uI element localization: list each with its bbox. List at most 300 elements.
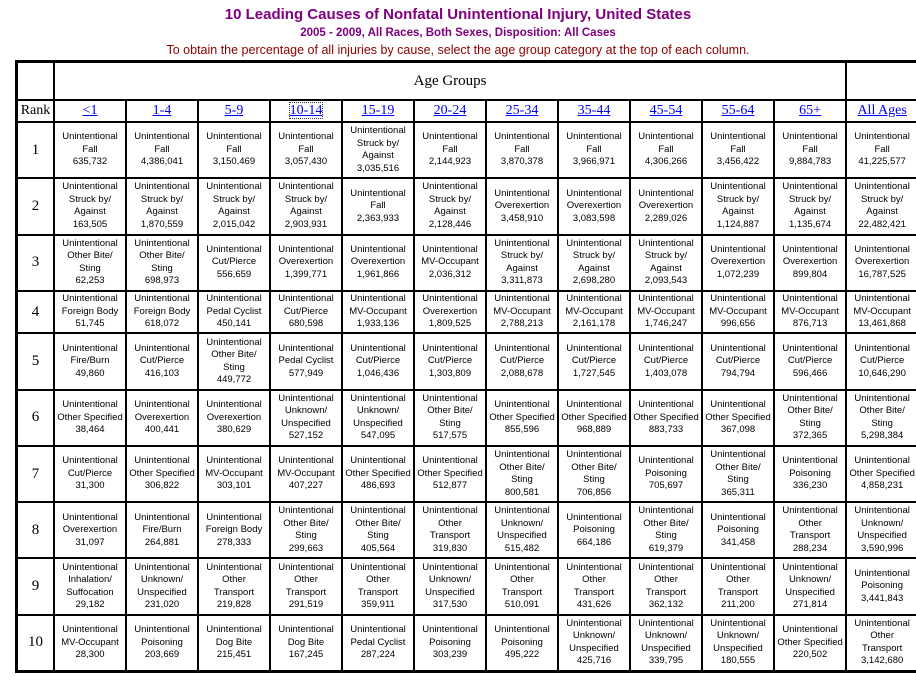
injury-count: 1,933,136 — [356, 318, 400, 330]
injury-count: 510,091 — [504, 599, 540, 611]
injury-count: 400,441 — [144, 424, 180, 436]
table-cell — [126, 291, 198, 334]
cause-label: Unintentional — [638, 617, 694, 629]
cause-label: Unintentional — [278, 243, 334, 255]
table-cell — [702, 615, 774, 671]
table-cell — [774, 446, 846, 502]
table-cell — [630, 446, 702, 502]
table-cell — [558, 333, 630, 389]
table-cell — [54, 235, 126, 291]
table-cell — [342, 446, 414, 502]
age-group-link[interactable]: 5-9 — [224, 103, 244, 118]
table-cell — [774, 291, 846, 334]
age-column-header — [414, 100, 486, 122]
injury-count: 3,142,680 — [861, 655, 904, 667]
table-cell — [270, 615, 342, 671]
cause-label: Overexertion — [854, 256, 910, 268]
rank-cell: 10 — [17, 615, 54, 671]
cause-label: Unintentional — [710, 399, 766, 411]
cause-label: Unintentional — [782, 624, 838, 636]
injury-count: 619,379 — [648, 542, 684, 554]
cause-label: Other Specified — [849, 467, 915, 479]
injury-count: 405,564 — [360, 542, 396, 554]
table-cell — [270, 178, 342, 234]
cause-label: Fall — [874, 143, 890, 155]
table-cell — [270, 122, 342, 178]
injury-count: 336,230 — [792, 480, 828, 492]
table-cell — [342, 615, 414, 671]
cause-label: Fall — [226, 143, 242, 155]
cause-label: Unintentional — [638, 342, 694, 354]
cause-label: Unintentional — [638, 187, 694, 199]
injury-count: 317,530 — [432, 599, 468, 611]
injury-count: 4,386,041 — [140, 156, 184, 168]
table-cell — [702, 235, 774, 291]
table-cell — [846, 291, 916, 334]
injury-count: 1,303,809 — [428, 367, 472, 379]
cause-label: Poisoning — [645, 467, 687, 479]
cause-label: Other Bite/ — [643, 517, 689, 529]
cause-label: Sting — [511, 474, 533, 486]
cause-label: MV-Occupant — [493, 305, 551, 317]
table-row — [17, 333, 916, 389]
injury-count: 16,787,525 — [858, 268, 906, 280]
age-group-link[interactable]: 35-44 — [577, 103, 611, 118]
table-cell — [414, 446, 486, 502]
injury-count: 1,809,525 — [428, 318, 472, 330]
injury-count: 3,590,996 — [861, 542, 904, 554]
injury-count: 876,713 — [792, 318, 828, 330]
injury-count: 303,239 — [432, 649, 468, 661]
table-cell — [630, 390, 702, 446]
table-cell — [846, 502, 916, 558]
table-body — [17, 122, 916, 671]
table-cell — [702, 333, 774, 389]
table-cell — [846, 122, 916, 178]
age-group-link[interactable]: 65+ — [799, 103, 822, 118]
cause-label: Against — [722, 206, 754, 218]
table-cell — [702, 390, 774, 446]
table-cell — [198, 615, 270, 671]
cause-label: Transport — [573, 586, 615, 598]
injury-count: 163,505 — [72, 218, 108, 230]
cause-label: Other — [222, 574, 246, 586]
cause-label: Unintentional — [566, 187, 622, 199]
table-cell — [702, 291, 774, 334]
table-cell — [270, 333, 342, 389]
table-cell — [54, 178, 126, 234]
table-cell — [486, 235, 558, 291]
cause-label: Unknown/ — [644, 630, 688, 642]
injury-count: 2,093,543 — [644, 275, 688, 287]
table-cell — [486, 333, 558, 389]
cause-label: Fall — [658, 143, 674, 155]
cause-label: Unintentional — [350, 293, 406, 305]
table-cell — [846, 178, 916, 234]
cause-label: Against — [218, 206, 250, 218]
cause-label: Unintentional — [422, 131, 478, 143]
table-cell — [846, 558, 916, 614]
cause-label: MV-Occupant — [781, 305, 839, 317]
cause-label: Poisoning — [717, 524, 759, 536]
cause-label: Against — [74, 206, 106, 218]
rank-cell: 9 — [17, 558, 54, 614]
table-cell — [414, 291, 486, 334]
injury-count: 29,182 — [75, 599, 105, 611]
rank-cell: 8 — [17, 502, 54, 558]
cause-label: Other Specified — [633, 411, 699, 423]
injury-count: 3,311,873 — [501, 275, 543, 287]
age-group-link[interactable]: 1-4 — [152, 103, 172, 118]
injury-count: 527,152 — [288, 430, 324, 442]
age-column-header — [342, 100, 414, 122]
cause-label: Unintentional — [854, 505, 910, 517]
table-row — [17, 122, 916, 178]
cause-label: Struck by/ — [428, 193, 472, 205]
cause-label: Unintentional — [566, 293, 622, 305]
injury-count: 291,519 — [288, 599, 324, 611]
table-cell — [558, 558, 630, 614]
table-cell — [54, 291, 126, 334]
injury-count: 635,732 — [72, 156, 108, 168]
cause-label: Other — [366, 574, 390, 586]
cause-label: Other — [294, 574, 318, 586]
table-cell — [558, 178, 630, 234]
cause-label: Unintentional — [782, 181, 838, 193]
injury-count: 450,141 — [216, 318, 252, 330]
corner-cell — [17, 62, 54, 100]
cause-label: Cut/Pierce — [643, 355, 689, 367]
injury-count: 3,458,910 — [500, 212, 544, 224]
table-cell — [630, 291, 702, 334]
cause-label: Unintentional — [206, 243, 262, 255]
cause-label: Unintentional — [206, 399, 262, 411]
cause-label: Unspecified — [641, 642, 691, 654]
injury-count: 38,464 — [75, 424, 105, 436]
injury-count: 1,135,674 — [788, 218, 832, 230]
cause-label: Unknown/ — [284, 405, 328, 417]
cause-label: Cut/Pierce — [859, 355, 905, 367]
rank-cell: 7 — [17, 446, 54, 502]
injury-count: 2,788,213 — [500, 318, 544, 330]
table-cell — [630, 615, 702, 671]
cause-label: MV-Occupant — [349, 305, 407, 317]
table-cell — [126, 178, 198, 234]
injury-count: 62,253 — [75, 275, 105, 287]
table-row — [17, 178, 916, 234]
cause-label: Unintentional — [494, 399, 550, 411]
cause-label: Unintentional — [350, 243, 406, 255]
cause-label: Other Specified — [129, 467, 195, 479]
cause-label: Overexertion — [278, 256, 334, 268]
cause-label: Unspecified — [569, 642, 619, 654]
rank-header: Rank — [17, 100, 54, 122]
cause-label: Unintentional — [710, 342, 766, 354]
table-cell — [630, 558, 702, 614]
cause-label: Unintentional — [206, 624, 262, 636]
cause-label: Unknown/ — [861, 517, 904, 529]
cause-label: Unintentional — [278, 181, 334, 193]
cause-label: Unintentional — [566, 237, 622, 249]
table-cell — [774, 333, 846, 389]
table-cell — [486, 122, 558, 178]
cause-label: Unintentional — [134, 624, 190, 636]
table-cell — [198, 558, 270, 614]
cause-label: Sting — [583, 474, 605, 486]
cause-label: Overexertion — [134, 411, 190, 423]
table-cell — [774, 615, 846, 671]
table-cell — [198, 235, 270, 291]
injury-count: 515,482 — [504, 542, 540, 554]
injury-count: 618,072 — [144, 318, 180, 330]
table-cell — [486, 502, 558, 558]
cause-label: Unintentional — [710, 181, 766, 193]
injury-count: 28,300 — [75, 649, 105, 661]
rank-cell: 3 — [17, 235, 54, 291]
table-cell — [558, 291, 630, 334]
cause-label: Unintentional — [278, 293, 334, 305]
cause-label: Pedal Cyclist — [206, 305, 262, 317]
table-cell — [414, 235, 486, 291]
cause-label: Unintentional — [854, 567, 910, 579]
age-group-link[interactable]: 10-14 — [289, 103, 323, 118]
injury-count: 425,716 — [576, 655, 612, 667]
injury-count: 167,245 — [288, 649, 324, 661]
table-cell — [270, 390, 342, 446]
cause-label: Unintentional — [62, 181, 118, 193]
cause-label: Struck by/ — [356, 137, 400, 149]
rank-cell: 2 — [17, 178, 54, 234]
corner-cell-right — [846, 62, 916, 100]
cause-label: Unintentional — [134, 399, 190, 411]
cause-label: Unspecified — [353, 417, 403, 429]
table-cell — [126, 122, 198, 178]
cause-label: Fall — [82, 143, 98, 155]
cause-label: Fall — [370, 200, 386, 212]
age-column-header — [126, 100, 198, 122]
age-group-link[interactable]: 45-54 — [649, 103, 683, 118]
table-cell — [558, 122, 630, 178]
cause-label: Unintentional — [422, 392, 478, 404]
table-cell — [630, 178, 702, 234]
cause-label: Transport — [861, 642, 903, 654]
cause-label: Struck by/ — [284, 193, 328, 205]
cause-label: Cut/Pierce — [427, 355, 473, 367]
cause-label: Unintentional — [710, 293, 766, 305]
table-cell — [630, 235, 702, 291]
table-cell — [486, 558, 558, 614]
injury-count: 705,697 — [648, 480, 684, 492]
cause-label: Other — [726, 574, 750, 586]
cause-label: Other Specified — [57, 411, 123, 423]
age-group-link[interactable]: All Ages — [857, 103, 907, 118]
age-group-link[interactable]: 25-34 — [505, 103, 539, 118]
injury-count: 512,877 — [432, 480, 468, 492]
cause-label: Other Bite/ — [211, 349, 257, 361]
injury-count: 3,966,971 — [572, 156, 616, 168]
table-cell — [270, 446, 342, 502]
injury-count: 2,144,923 — [428, 156, 472, 168]
cause-label: Unspecified — [497, 530, 547, 542]
cause-label: Unintentional — [710, 131, 766, 143]
cause-label: Overexertion — [494, 200, 550, 212]
injury-count: 2,128,446 — [428, 218, 472, 230]
table-row — [17, 446, 916, 502]
injury-count: 556,659 — [216, 268, 252, 280]
age-column-header — [270, 100, 342, 122]
cause-label: Fall — [730, 143, 746, 155]
injury-count: 577,949 — [288, 367, 324, 379]
cause-label: Other Bite/ — [355, 517, 401, 529]
table-cell — [270, 235, 342, 291]
injury-count: 220,502 — [792, 649, 828, 661]
cause-label: Unintentional — [638, 293, 694, 305]
rank-cell: 6 — [17, 390, 54, 446]
injury-count: 4,306,266 — [644, 156, 688, 168]
table-cell — [702, 178, 774, 234]
cause-label: Struck by/ — [716, 193, 760, 205]
cause-label: Unintentional — [62, 131, 118, 143]
cause-label: Unintentional — [62, 561, 118, 573]
table-row — [17, 291, 916, 334]
injury-count: 303,101 — [216, 480, 252, 492]
injury-count: 1,870,559 — [140, 218, 184, 230]
cause-label: Sting — [79, 262, 101, 274]
age-group-link[interactable]: 20-24 — [433, 103, 467, 118]
table-cell — [774, 235, 846, 291]
table-cell — [846, 333, 916, 389]
cause-label: Overexertion — [566, 200, 622, 212]
table-cell — [198, 178, 270, 234]
table-row — [17, 390, 916, 446]
table-cell — [558, 615, 630, 671]
rank-cell: 4 — [17, 291, 54, 334]
injury-count: 359,911 — [361, 599, 395, 611]
cause-label: Other Specified — [489, 411, 555, 423]
injury-count: 883,733 — [648, 424, 684, 436]
cause-label: Unintentional — [278, 131, 334, 143]
cause-label: Unintentional — [422, 624, 478, 636]
injury-count: 5,298,384 — [861, 430, 904, 442]
table-cell — [270, 291, 342, 334]
cause-label: Unintentional — [854, 243, 910, 255]
cause-label: Unintentional — [422, 561, 478, 573]
injury-count: 449,772 — [216, 374, 252, 386]
cause-label: Unintentional — [206, 131, 262, 143]
cause-label: Unintentional — [854, 342, 910, 354]
injury-count: 596,466 — [792, 367, 828, 379]
cause-label: Against — [578, 262, 610, 274]
cause-label: Unintentional — [494, 187, 550, 199]
cause-label: MV-Occupant — [277, 467, 335, 479]
cause-label: Against — [362, 150, 394, 162]
cause-label: Unspecified — [425, 586, 475, 598]
injury-count: 231,020 — [144, 599, 180, 611]
cause-label: Dog Bite — [215, 636, 253, 648]
cause-label: Transport — [285, 586, 327, 598]
cause-label: Other Bite/ — [67, 250, 113, 262]
injury-count: 800,581 — [504, 486, 540, 498]
table-cell — [342, 502, 414, 558]
cause-label: Other — [582, 574, 606, 586]
cause-label: Unintentional — [566, 399, 622, 411]
cause-label: Other — [654, 574, 678, 586]
table-cell — [342, 235, 414, 291]
rank-cell: 1 — [17, 122, 54, 178]
injury-count: 486,693 — [360, 480, 396, 492]
table-cell — [342, 333, 414, 389]
cause-label: Unknown/ — [716, 630, 760, 642]
cause-label: Unspecified — [857, 530, 907, 542]
injury-count: 341,458 — [720, 536, 756, 548]
injury-count: 264,881 — [144, 536, 180, 548]
table-cell — [414, 615, 486, 671]
age-group-link[interactable]: <1 — [82, 103, 98, 118]
cause-label: Struck by/ — [572, 250, 616, 262]
cause-label: Cut/Pierce — [499, 355, 545, 367]
injury-count: 2,015,042 — [212, 218, 256, 230]
injury-count: 51,745 — [75, 318, 105, 330]
injury-count: 2,161,178 — [572, 318, 616, 330]
cause-label: Unintentional — [350, 125, 406, 137]
table-cell — [126, 235, 198, 291]
cause-label: Cut/Pierce — [355, 355, 401, 367]
cause-label: Unspecified — [713, 642, 763, 654]
table-cell — [486, 446, 558, 502]
cause-label: Fall — [586, 143, 602, 155]
cause-label: Against — [434, 206, 466, 218]
table-cell — [126, 502, 198, 558]
cause-label: Fall — [514, 143, 530, 155]
cause-label: Unintentional — [494, 561, 550, 573]
age-column-header — [630, 100, 702, 122]
cause-label: Pedal Cyclist — [278, 355, 334, 367]
cause-label: Struck by/ — [68, 193, 112, 205]
cause-label: Transport — [429, 530, 471, 542]
injury-count: 3,456,422 — [716, 156, 760, 168]
injury-count: 1,727,545 — [572, 367, 616, 379]
cause-label: Unintentional — [638, 455, 694, 467]
table-cell — [702, 122, 774, 178]
cause-label: Unintentional — [62, 237, 118, 249]
table-cell — [270, 502, 342, 558]
table-row — [17, 615, 916, 671]
cause-label: Foreign Body — [205, 524, 263, 536]
cause-label: Cut/Pierce — [715, 355, 761, 367]
table-cell — [126, 390, 198, 446]
table-cell — [414, 558, 486, 614]
age-group-link[interactable]: 15-19 — [361, 103, 395, 118]
cause-label: Other Bite/ — [139, 250, 185, 262]
cause-label: Unknown/ — [356, 405, 400, 417]
injury-count: 9,884,783 — [788, 156, 832, 168]
cause-label: Unintentional — [422, 243, 478, 255]
cause-label: Other Bite/ — [427, 405, 473, 417]
cause-label: Unintentional — [494, 293, 550, 305]
cause-label: Unintentional — [854, 392, 910, 404]
cause-label: Unspecified — [137, 586, 187, 598]
table-cell — [414, 333, 486, 389]
table-cell — [558, 446, 630, 502]
cause-label: Unintentional — [566, 449, 622, 461]
age-group-link[interactable]: 55-64 — [721, 103, 755, 118]
cause-label: Unintentional — [782, 131, 838, 143]
cause-label: Poisoning — [861, 580, 903, 592]
injury-count: 3,035,516 — [356, 162, 400, 174]
cause-label: Sting — [295, 530, 317, 542]
cause-label: Unintentional — [422, 293, 478, 305]
cause-label: Overexertion — [206, 411, 262, 423]
